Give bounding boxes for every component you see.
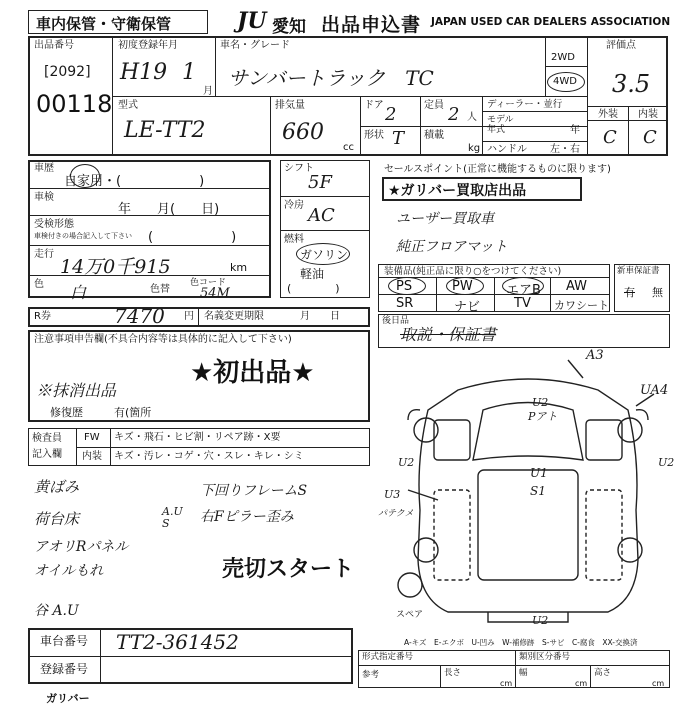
sales-point-1: ユーザー買取車 <box>396 211 494 227</box>
spec-class-label: 類別区分番号 <box>519 652 571 662</box>
registration-label: 初度登録年月 <box>118 40 178 51</box>
equipment-label: 装備品(純正品に限り○をつけてください) <box>384 266 562 277</box>
color-code-label: 色コード <box>190 278 227 288</box>
grade-exterior-label: 外装 <box>598 109 618 120</box>
load-label: 積載 <box>424 130 444 141</box>
model-value: LE-TT2 <box>124 118 206 143</box>
color-paint-label: 色替 <box>150 284 170 295</box>
inspector-label-2: 記入欄 <box>32 449 62 460</box>
inspector-row1-items: キズ・飛石・ヒビ割・リペア跡・X要 <box>114 432 281 443</box>
grade-score: 3.5 <box>612 70 651 98</box>
aircon-value: AC <box>308 205 335 226</box>
fuel-circle <box>296 243 350 265</box>
model-label: 型式 <box>118 100 138 111</box>
drive-4wd: 4WD <box>553 76 577 87</box>
inspector-note-2: 荷台床 <box>34 510 80 528</box>
diagram-u2-left: U2 <box>398 456 415 469</box>
registration-month: 1 <box>182 60 196 85</box>
shift-label: シフト <box>284 163 314 174</box>
grade-exterior-value: C <box>603 127 617 148</box>
receipt-value: ( ) <box>148 230 237 245</box>
documents-label: 後日品 <box>382 316 410 326</box>
diagram-u1: U1 <box>530 466 548 480</box>
receipt-note: 車検付きの場合記入して下さい <box>34 232 132 240</box>
lot-number: 00118 <box>36 90 113 118</box>
spec-width-unit: cm <box>575 679 588 688</box>
inspector-note-bottom: 谷 A.U <box>34 603 79 619</box>
aircon-label: 冷房 <box>284 200 304 211</box>
diagram-spare: スペア <box>396 610 424 620</box>
warranty-label: 新車保証書 <box>617 266 660 276</box>
history-label: 車歴 <box>34 163 54 174</box>
tax-value: 7470 <box>114 304 165 328</box>
diagram-a3: A3 <box>586 348 604 363</box>
association-name: JAPAN USED CAR DEALERS ASSOCIATION <box>431 16 671 28</box>
diagram-s1: S1 <box>530 484 546 498</box>
equipment-ps-circle <box>388 277 426 295</box>
sales-points-stamp: ★ガリバー買取店出品 <box>388 183 527 199</box>
warranty-none: 無 <box>652 286 663 299</box>
dealer-model-year-label: モデル 年式 <box>487 115 523 135</box>
grade-interior-label: 内装 <box>638 109 658 120</box>
lot-sub-number: [2092] <box>44 64 91 80</box>
car-name-label: 車名・グレード <box>220 40 290 51</box>
equipment-aw: AW <box>566 279 588 294</box>
registration-month-unit: 月 <box>203 86 213 97</box>
chassis-label: 車台番号 <box>40 634 89 648</box>
spec-length-label: 長さ <box>444 668 462 678</box>
spec-ref-label: 参考 <box>362 670 380 680</box>
equipment-sr: SR <box>396 296 414 311</box>
dealer-model-year-unit: 年 <box>570 125 580 136</box>
storage-label: 車内保管・守衛保管 <box>36 15 172 33</box>
notes-label: 注意事項申告欄(不具合内容等は具体的に記入して下さい) <box>34 334 292 345</box>
capacity-unit: 人 <box>467 112 477 123</box>
capacity-value: 2 <box>448 104 460 125</box>
displacement-value: 660 <box>282 120 324 145</box>
history-value: 自家用・( ) <box>64 174 205 189</box>
equipment-tv: TV <box>514 296 531 311</box>
inspector-note-r1: 下回りフレームS <box>200 483 308 499</box>
page-title: 出品申込書 <box>321 14 422 36</box>
equipment-pw: PW <box>452 279 473 294</box>
footer-stamp: ガリバー <box>46 692 90 705</box>
history-circle <box>70 164 100 188</box>
diagram-u3-note: パテクメ <box>378 509 414 519</box>
spec-width-label: 幅 <box>519 668 528 678</box>
color-value: 白 <box>70 283 87 302</box>
inspector-note-r2: 右Fピラー歪み <box>200 509 294 525</box>
displacement-label: 排気量 <box>275 100 305 111</box>
equipment-seat: カワシート <box>554 299 609 312</box>
tax-label: R券 <box>34 311 51 322</box>
chassis-value: TT2-361452 <box>116 630 239 654</box>
car-name-value: サンバートラック TC <box>228 66 434 90</box>
doors-label: ドア <box>364 100 384 111</box>
damage-legend: A-キズ E-エクボ U-凹み W-補修跡 S-サビ C-腐食 XX-交換済 <box>404 638 638 647</box>
ju-logo: JU <box>237 8 267 34</box>
diagram-ua4: UA4 <box>640 383 669 398</box>
grade-interior-value: C <box>643 127 657 148</box>
shape-label: 形状 <box>364 130 384 141</box>
inspection-label: 車検 <box>34 192 54 203</box>
diagram-u3: U3 <box>384 488 401 501</box>
handle-options: 左・右 <box>550 144 580 155</box>
diagram-u2-bottom: U2 <box>532 614 549 627</box>
shift-value: 5F <box>308 172 332 193</box>
mileage-label: 走行 <box>34 249 54 260</box>
inspection-value: 年 月( 日) <box>118 202 220 217</box>
tax-unit: 円 <box>184 311 194 322</box>
repair-value: 有(箇所 <box>114 406 152 419</box>
handle-label: ハンドル <box>487 144 527 155</box>
inspector-note-4: オイルもれ <box>34 563 104 579</box>
inspector-row2-label: 内装 <box>82 451 102 462</box>
spec-cert-label: 形式指定番号 <box>362 652 414 662</box>
car-damage-diagram <box>378 350 678 635</box>
equipment-pw-circle <box>446 277 484 295</box>
equipment-navi: ナビ <box>454 300 481 315</box>
lot-label: 出品番号 <box>34 40 74 51</box>
logo-pref: 愛知 <box>272 17 306 37</box>
load-unit: kg <box>468 143 481 154</box>
color-label: 色 <box>34 279 44 290</box>
diagram-u2-right: U2 <box>658 456 675 469</box>
equipment-airbag-circle <box>502 277 544 295</box>
diagram-u2-top: U2 <box>532 396 549 409</box>
spec-length-unit: cm <box>500 679 513 688</box>
sell-start-stamp: 売切スタート <box>222 557 355 582</box>
inspector-note-1: 黄ばみ <box>34 478 80 496</box>
inspector-note-3: アオリRパネル <box>34 539 129 555</box>
registration-year: H19 <box>120 60 168 85</box>
fuel-label: 燃料 <box>284 234 304 245</box>
shape-value: T <box>392 128 405 149</box>
notes-stamp: ★初出品★ <box>190 358 315 388</box>
repair-label: 修復歴 <box>50 406 83 419</box>
reg-number-label: 登録番号 <box>40 662 89 676</box>
doors-value: 2 <box>385 104 397 125</box>
color-code-value: 54M <box>200 286 230 301</box>
receipt-label: 受検形態 <box>34 219 74 230</box>
spec-height-unit: cm <box>652 679 665 688</box>
notes-line1: ※抹消出品 <box>36 381 117 400</box>
equipment-airbag: エアB <box>506 283 541 298</box>
name-change-value: 月 日 <box>300 311 340 322</box>
name-change-label: 名義変更期限 <box>204 311 264 322</box>
warranty-has: 有 <box>624 286 635 299</box>
inspector-note-2b: A.U S <box>162 505 183 530</box>
spec-height-label: 高さ <box>594 668 612 678</box>
displacement-unit: cc <box>343 142 354 153</box>
mileage-unit: km <box>230 261 248 274</box>
grade-label: 評価点 <box>606 40 636 51</box>
fuel-paren: ( ) <box>287 282 340 295</box>
capacity-label: 定員 <box>424 100 444 111</box>
inspector-row1-label: FW <box>84 432 100 443</box>
documents-value: 取説・保証書 <box>400 325 497 344</box>
sales-points-label: セールスポイント(正常に機能するものに限ります) <box>384 164 611 175</box>
diagram-p-top: Pアト <box>528 410 558 423</box>
dealer-label: ディーラー・並行 <box>487 99 563 110</box>
drive-2wd: 2WD <box>551 52 575 63</box>
sales-point-2: 純正フロアマット <box>396 239 508 255</box>
inspector-label-1: 検査員 <box>32 433 62 444</box>
mileage-value: 14万0千915 <box>60 256 171 278</box>
equipment-ps: PS <box>396 279 413 294</box>
fuel-options: ガソリン 軽油 <box>300 248 361 281</box>
inspector-row2-items: キズ・汚レ・コゲ・穴・スレ・キレ・シミ <box>114 451 304 462</box>
